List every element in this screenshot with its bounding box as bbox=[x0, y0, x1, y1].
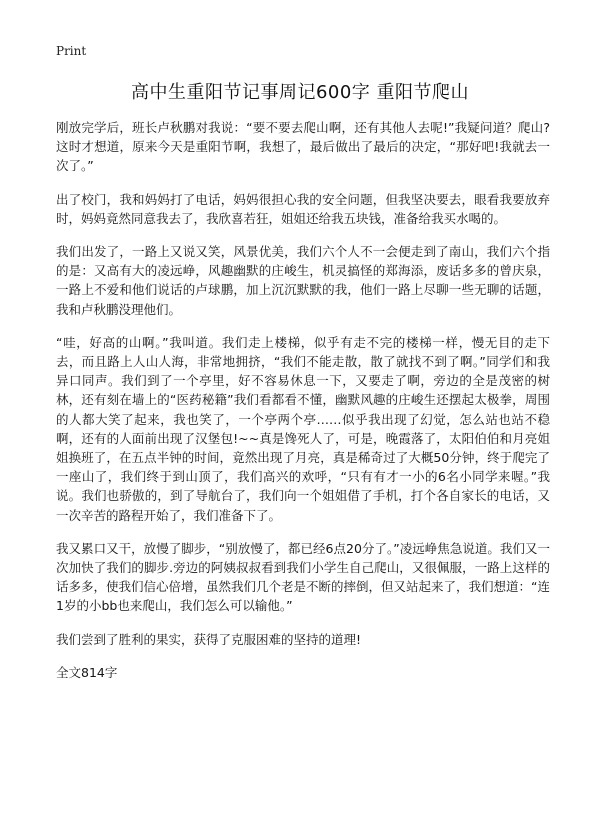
paragraph-6: 我们尝到了胜利的果实，获得了克服困难的坚持的道理! bbox=[56, 631, 362, 647]
paragraph-1: 刚放完学后，班长卢秋鹏对我说：“要不要去爬山啊，还有其他人去呢!”我疑问道？爬山?这时才想道，原来今天是重阳节啊，我想了，最后做出了最后的决定，“那好吧!我就去一次了。” bbox=[56, 120, 550, 174]
print-link[interactable]: Print bbox=[56, 44, 87, 58]
paragraph-3: 我们出发了，一路上又说又笑，风景优美，我们六个人不一会便走到了南山，我们六个指的是：又高有大的凌远峥，风趣幽默的庄峻生，机灵搞怪的郑海添，废话多多的曾庆泉，一路上不爱和他们说话的卢球鹏，加上沉沉默默的我，他们一路上尽聊一些无聊的话题，我和卢秋鹏没理他们。 bbox=[56, 244, 550, 317]
article-body bbox=[56, 118, 550, 682]
paragraph-5: 我又累口又干，放慢了脚步，“别放慢了，都已经6点20分了。”凌远峥焦急说道。我们又一次加快了我们的脚步.旁边的阿姨叔叔看到我们小学生自己爬山，又很佩服，一路上这样的话多多，使我们信心倍增，虽然我们几个老是不断的摔倒，但又站起来了，我们想道：“连1岁的小bb也来爬山，我们怎么可以输他。” bbox=[56, 540, 550, 614]
paragraph-2: 出了校门，我和妈妈打了电话，妈妈很担心我的安全问题，但我坚决要去，眼看我要放弃时，妈妈竟然同意我去了，我欣喜若狂，姐姐还给我五块钱，准备给我买水喝的。 bbox=[56, 191, 550, 226]
word-count: 全文814字 bbox=[56, 664, 118, 680]
paragraph-4: “哇，好高的山啊。”我叫道。我们走上楼梯，似乎有走不完的楼梯一样，慢无目的走下去，而且路上人山人海，非常地拥挤，“我们不能走散，散了就找不到了啊。”同学们和我异口同声。我们到了一个亭里，好不容易休息一下，又要走了啊，旁边的全是茂密的树林，还有刻在墙上的“医药秘籍”我们看都看不懂，幽默风趣的庄峻生还摆起太极拳，周围的人都大笑了起来，我也笑了，一个亭两个亭……似乎我出现了幻觉，怎么站也站不稳啊，还有的人面前出现了汉堡包!~~真是馋死人了，可是，晚霞落了，太阳伯伯和月亮姐姐换班了，在五点半钟的时间，竟然出现了月亮，真是稀奇过了大概50分钟，终于爬完了一座山了，我们终于到山顶了，我们高兴的欢呼，“只有有才一小的6名小同学来喔。”我说。我们也骄傲的，到了导航台了，我们向一个姐姐借了手机，打个各自家长的电话，又一次辛苦的路程开始了，我们准备下了。 bbox=[56, 334, 550, 523]
page-title: 高中生重阳节记事周记600字 重阳节爬山 bbox=[130, 82, 470, 103]
